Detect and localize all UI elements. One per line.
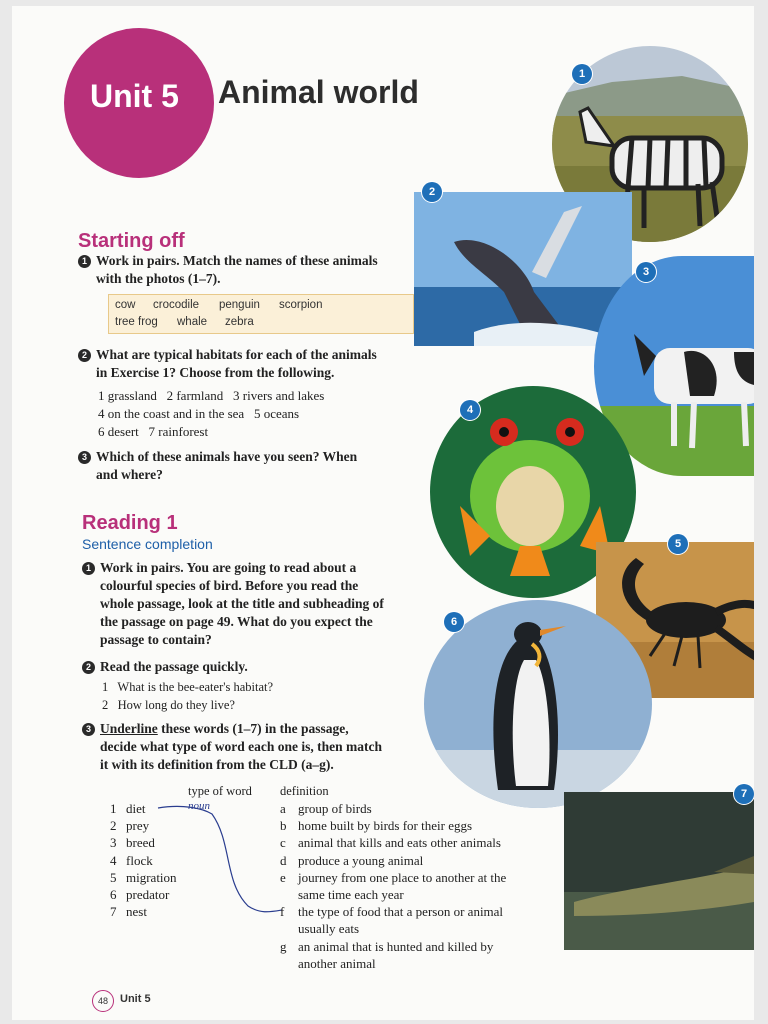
q3-number: 3 [78,451,91,464]
word-penguin: penguin [219,299,260,311]
word-row: 5 migration [110,869,177,885]
reading-heading: Reading 1 [82,512,178,534]
q1-number: 1 [78,255,91,268]
r3-number: 3 [82,723,95,736]
reading-q2-items [102,678,273,714]
word-zebra: zebra [225,316,254,328]
photo-badge-3: 3 [636,262,656,282]
r1-line: the passage on page 49. What do you expect the [100,614,373,629]
q2-number: 2 [78,349,91,362]
definition-row: e journey from one place to another at the same time each year [280,869,507,903]
habitat-line: 6 desert 7 rainforest [98,424,209,439]
definition-row: g an animal that is hunted and killed by another animal [280,938,494,971]
definition-row: f the type of food that a person or animal usually eats [280,904,504,937]
word-row: 2 prey [110,818,150,834]
q1-line1: Work in pairs. Match the names of these animals [96,253,378,268]
definition-header: definition [280,784,329,798]
textbook-page [12,6,754,1020]
r1-line: Work in pairs. You are going to read about a [100,560,357,575]
r2-item: 2 How long do they live? [102,698,235,712]
word-crocodile: crocodile [153,299,200,311]
word-row: 1 diet [110,801,146,816]
unit-label: Unit 5 [90,78,179,114]
word-tree-frog: tree frog [115,316,158,328]
q3-line2: and where? [96,467,163,482]
definition-row: d produce a young animal [280,852,424,868]
definition-row: c animal that kills and eats other animals [280,835,501,851]
type-of-word-header: type of word [188,784,252,798]
word-row: 3 breed [110,835,155,851]
reading-q1 [82,559,384,649]
animal-word-box [108,294,414,334]
photo-badge-1: 1 [572,64,592,84]
habitat-list [98,387,324,441]
r3-underlined: Underline [100,721,158,736]
q3-line1: Which of these animals have you seen? When [96,449,358,464]
reading-q3 [82,720,382,774]
starting-q3 [78,448,357,484]
definition-list [280,800,540,972]
r3-line: these words (1–7) in the passage, [157,721,349,736]
r1-line: colourful species of bird. Before you read the [100,578,359,593]
reading-q2 [82,658,248,676]
q2-line1: What are typical habitats for each of the animals [96,347,377,362]
word-row: 6 predator [110,887,170,903]
photo-badge-6: 6 [444,612,464,632]
starting-q2 [78,346,377,382]
habitat-line: 1 grassland 2 farmland 3 rivers and lakes [98,388,325,403]
definition-row: b home built by birds for their eggs [280,818,473,834]
photo-badge-2: 2 [422,182,442,202]
r2-number: 2 [82,661,95,674]
q2-line2: in Exercise 1? Choose from the following. [96,365,335,380]
r3-line: decide what type of word each one is, then match [100,739,382,754]
footer-unit: Unit 5 [120,993,151,1005]
word-scorpion: scorpion [279,299,323,311]
photo-badge-5: 5 [668,534,688,554]
habitat-line: 4 on the coast and in the sea 5 oceans [98,406,300,421]
unit-title: Animal world [218,74,419,110]
word-cow: cow [115,299,136,311]
handwritten-noun: noun [188,800,210,812]
r1-line: passage to contain? [100,632,212,647]
page-number: 48 [92,990,114,1012]
reading-subheading: Sentence completion [82,536,213,552]
r1-number: 1 [82,562,95,575]
photo-badge-4: 4 [460,400,480,420]
definition-row: a group of birds [280,801,372,816]
r3-line: it with its definition from the CLD (a–g). [100,757,334,772]
r2-item: 1 What is the bee-eater's habitat? [102,680,274,694]
word-whale: whale [177,316,208,328]
r1-line: whole passage, look at the title and subheading of [100,596,384,611]
r2-text: Read the passage quickly. [100,659,248,674]
whale-photo [414,192,632,346]
starting-off-heading: Starting off [78,230,185,252]
q1-line2: with the photos (1–7). [96,271,221,286]
penguin-photo [424,600,652,808]
crocodile-photo [564,792,754,950]
word-list [110,800,177,920]
starting-q1 [78,252,378,288]
word-row: 7 nest [110,904,147,920]
photo-badge-7: 7 [734,784,754,804]
word-row: 4 flock [110,852,153,868]
